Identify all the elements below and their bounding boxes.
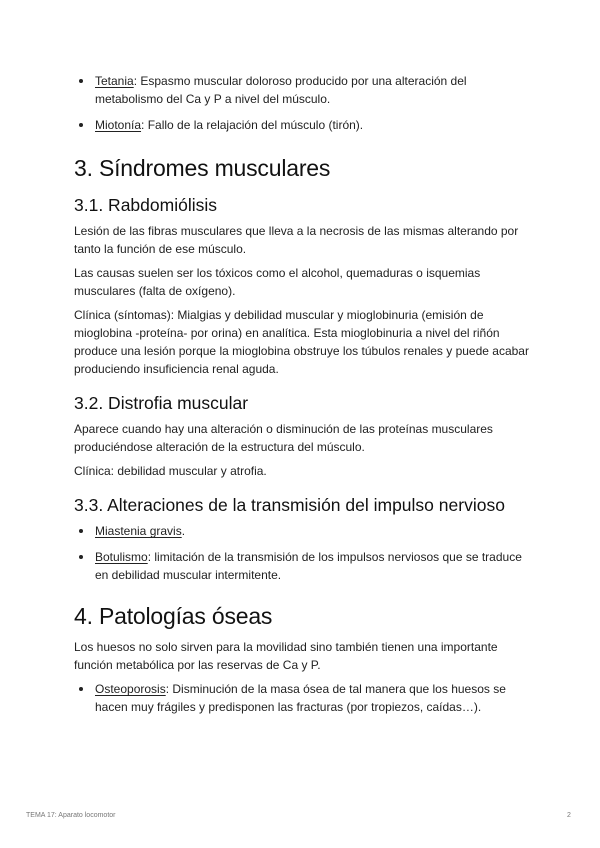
section-3-1-heading: 3.1. Rabdomiólisis — [74, 195, 217, 215]
intro-list — [74, 72, 534, 134]
list-item-text: : Fallo de la relajación del músculo (tirón). — [141, 118, 364, 132]
section-3-3-list — [74, 522, 534, 584]
list-item — [74, 72, 534, 108]
section-4-list — [74, 680, 534, 716]
list-item-text: : Disminución de la masa ósea de tal manera que los huesos se hacen muy frágiles y predisponen las fracturas (por tropiezos, caídas…). — [95, 682, 506, 714]
term-botulismo: Botulismo — [95, 550, 148, 564]
paragraph: Aparece cuando hay una alteración o disminución de las proteínas musculares produciéndose alteración de la estructura del músculo. — [74, 422, 493, 454]
section-4-heading: 4. Patologías óseas — [74, 603, 273, 629]
term-miastenia-gravis: Miastenia gravis — [95, 524, 182, 538]
list-item — [74, 522, 534, 540]
list-item-text: . — [181, 524, 186, 538]
paragraph: Lesión de las fibras musculares que lleva a la necrosis de las mismas alterando por tanto la función de ese músculo. — [74, 224, 519, 256]
term-miotonia: Miotonía — [95, 118, 142, 132]
paragraph: Clínica (síntomas): Mialgias y debilidad muscular y mioglobinuria (emisión de mioglobina -proteína- por orina) en analítica. Esta mioglobinuria a nivel del riñón produce una lesión porque la mioglobina obstruye los túbulos renales y puede acabar produciendo insuficiencia renal aguda. — [74, 308, 529, 376]
paragraph: Los huesos no solo sirven para la movilidad sino también tienen una importante función metabólica por las reservas de Ca y P. — [74, 640, 498, 672]
section-3-3-heading: 3.3. Alteraciones de la transmisión del impulso nervioso — [74, 495, 505, 515]
section-3-heading: 3. Síndromes musculares — [74, 155, 331, 181]
section-3-2-heading: 3.2. Distrofia muscular — [74, 393, 249, 413]
page-content — [74, 72, 534, 716]
paragraph: Las causas suelen ser los tóxicos como el alcohol, quemaduras o isquemias musculares (falta de oxígeno). — [74, 266, 481, 298]
list-item — [74, 548, 534, 584]
list-item — [74, 680, 534, 716]
list-item-text: : Espasmo muscular doloroso producido por una alteración del metabolismo del Ca y P a nivel del músculo. — [95, 74, 467, 106]
list-item — [74, 116, 534, 134]
list-item-text: : limitación de la transmisión de los impulsos nerviosos que se traduce en debilidad muscular intermitente. — [95, 550, 522, 582]
term-osteoporosis: Osteoporosis — [95, 682, 166, 696]
term-tetania: Tetania — [95, 74, 134, 88]
paragraph: Clínica: debilidad muscular y atrofia. — [74, 464, 267, 478]
footer-document-title: TEMA 17: Aparato locomotor — [26, 812, 116, 819]
footer-page-number: 2 — [567, 812, 571, 819]
